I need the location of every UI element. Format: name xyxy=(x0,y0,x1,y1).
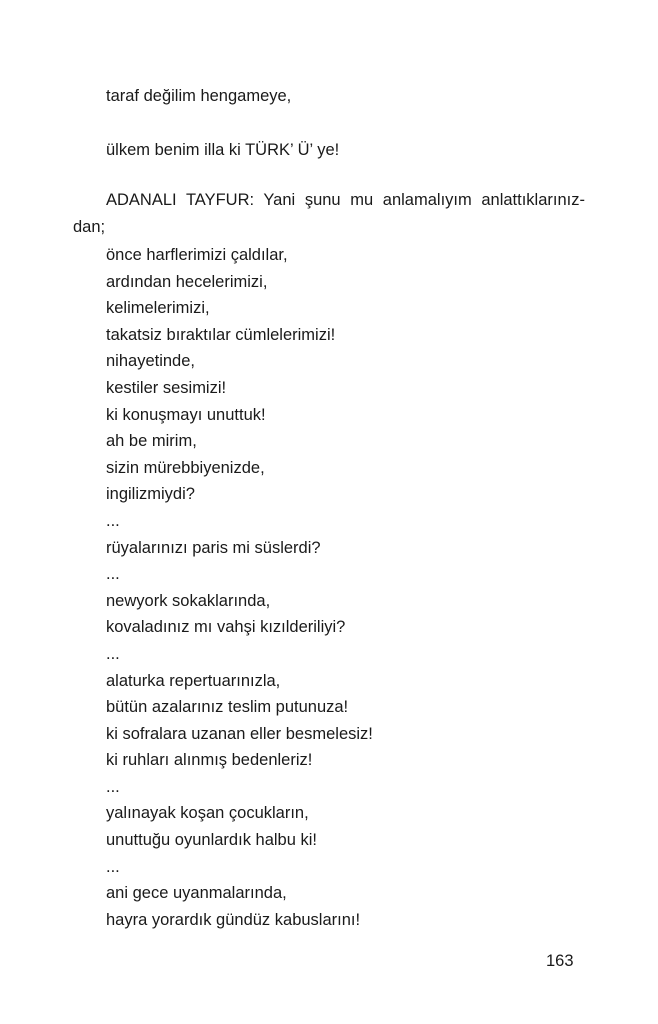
verse-line: ki sofralara uzanan eller besmelesiz! xyxy=(106,724,373,743)
verse-block xyxy=(106,242,373,933)
verse-line: taraf değilim hengameye, xyxy=(106,87,292,105)
verse-line: ... xyxy=(106,777,120,796)
verse-line: kestiler sesimizi! xyxy=(106,378,227,397)
paragraph-text: ADANALI TAYFUR: Yani şunu mu anlamalıyım anlattıklarınız-dan; xyxy=(73,191,585,236)
verse-line: ... xyxy=(106,857,120,876)
verse-line: ülkem benim illa ki TÜRK’ Ü’ ye! xyxy=(106,141,340,159)
verse-line: rüyalarınızı paris mi süslerdi? xyxy=(106,538,321,557)
verse-line: kelimelerimizi, xyxy=(106,299,210,318)
verse-line: önce harflerimizi çaldılar, xyxy=(106,246,288,264)
verse-line: ingilizmiydi? xyxy=(106,485,195,504)
page-number: 163 xyxy=(546,952,574,970)
verse-line: ... xyxy=(106,644,120,663)
dialogue-paragraph xyxy=(73,187,585,240)
verse-line: ... xyxy=(106,565,120,584)
verse-line: hayra yorardık gündüz kabuslarını! xyxy=(106,910,361,929)
verse-line: ani gece uyanmalarında, xyxy=(106,884,287,903)
verse-line: unuttuğu oyunlardık halbu ki! xyxy=(106,831,317,850)
verse-line: ... xyxy=(106,511,120,530)
verse-line: newyork sokaklarında, xyxy=(106,591,271,610)
verse-line: bütün azalarınız teslim putunuza! xyxy=(106,698,349,717)
verse-line: nihayetinde, xyxy=(106,352,195,371)
verse-line: ah be mirim, xyxy=(106,432,197,451)
verse-line: sizin mürebbiyenizde, xyxy=(106,458,265,477)
verse-line: ki ruhları alınmış bedenleriz! xyxy=(106,751,313,770)
verse-line: alaturka repertuarınızla, xyxy=(106,671,281,690)
verse-line: ki konuşmayı unuttuk! xyxy=(106,405,266,424)
verse-line: kovaladınız mı vahşi kızılderiliyi? xyxy=(106,618,346,637)
verse-line: takatsiz bıraktılar cümlelerimizi! xyxy=(106,325,336,344)
verse-line: ardından hecelerimizi, xyxy=(106,272,268,291)
verse-line: yalınayak koşan çocukların, xyxy=(106,804,309,823)
